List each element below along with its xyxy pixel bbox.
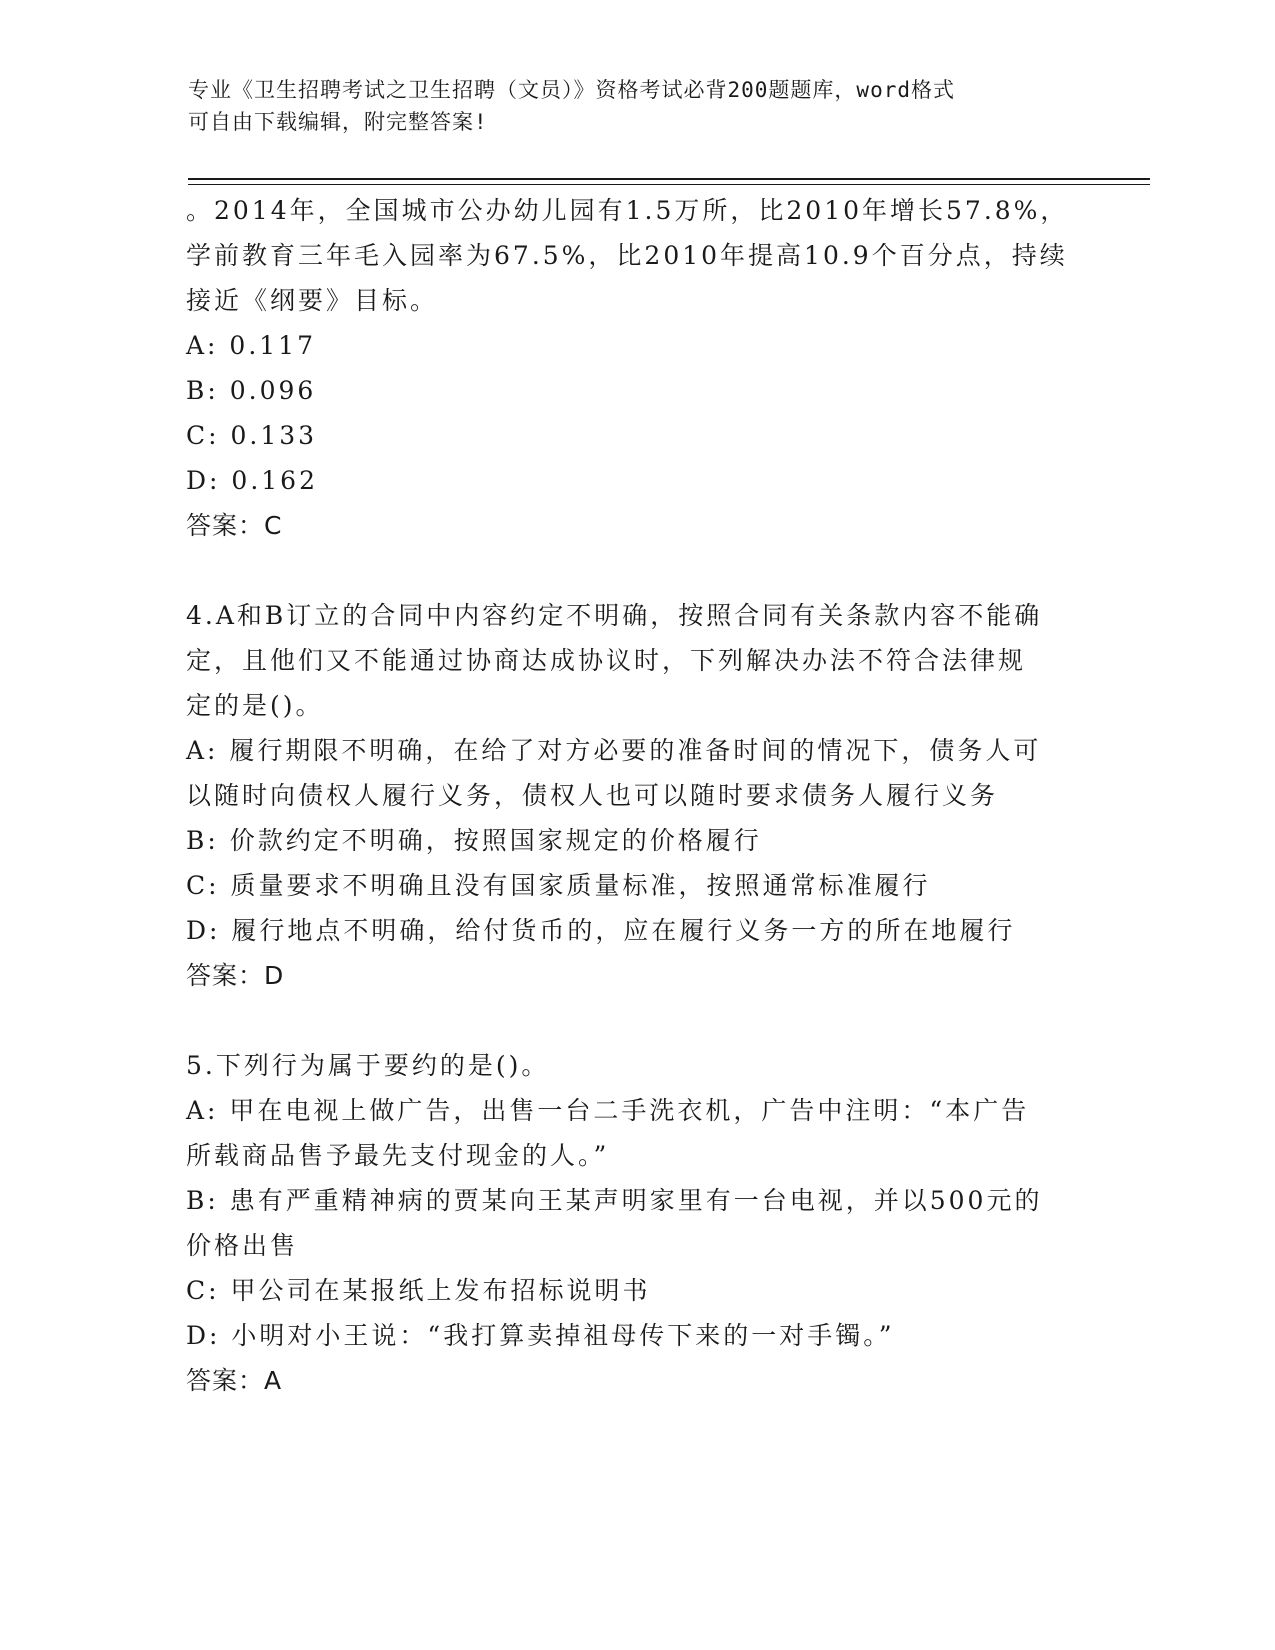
header-title-line-2: 可自由下载编辑，附完整答案! <box>188 110 488 134</box>
question-3-stem-line-2: 学前教育三年毛入园率为67.5%，比2010年提高10.9个百分点，持续 <box>186 241 1068 270</box>
question-3-answer: 答案：C <box>186 511 283 540</box>
header-divider-thin <box>188 184 1150 185</box>
question-3-stem-line-3: 接近《纲要》目标。 <box>186 286 439 315</box>
question-3-stem-line-1: 。2014年，全国城市公办幼儿园有1.5万所，比2010年增长57.8%， <box>186 196 1069 225</box>
question-5-stem-line-1: 5.下列行为属于要约的是()。 <box>186 1051 550 1080</box>
document-header <box>188 74 1068 138</box>
question-4-answer: 答案：D <box>186 961 285 990</box>
question-4-stem-line-1: 4.A和B订立的合同中内容约定不明确，按照合同有关条款内容不能确 <box>186 601 1043 630</box>
spacer <box>186 998 1086 1043</box>
question-3 <box>186 188 1086 548</box>
question-3-option-b: B: 0.096 <box>186 376 317 405</box>
question-4-option-c: C: 质量要求不明确且没有国家质量标准，按照通常标准履行 <box>186 871 931 900</box>
question-4-option-a-line-2: 以随时向债权人履行义务，债权人也可以随时要求债务人履行义务 <box>186 781 999 810</box>
question-3-option-c: C: 0.133 <box>186 421 318 450</box>
question-4-stem-line-2: 定，且他们又不能通过协商达成协议时，下列解决办法不符合法律规 <box>186 646 1027 675</box>
question-4 <box>186 593 1086 998</box>
question-5-option-a-line-1: A: 甲在电视上做广告，出售一台二手洗衣机，广告中注明：“本广告 <box>186 1096 1030 1125</box>
question-4-stem-line-3: 定的是()。 <box>186 691 324 720</box>
question-4-option-d: D: 履行地点不明确，给付货币的，应在履行义务一方的所在地履行 <box>186 916 1016 945</box>
question-3-option-d: D: 0.162 <box>186 466 318 495</box>
question-5-answer: 答案：A <box>186 1366 283 1395</box>
question-5-option-c: C: 甲公司在某报纸上发布招标说明书 <box>186 1276 651 1305</box>
question-5-option-d: D: 小明对小王说：“我打算卖掉祖母传下来的一对手镯。” <box>186 1321 895 1350</box>
header-divider-thick <box>188 178 1150 180</box>
spacer <box>186 548 1086 593</box>
question-content <box>186 188 1086 1403</box>
question-5-option-b-line-1: B: 患有严重精神病的贾某向王某声明家里有一台电视，并以500元的 <box>186 1186 1043 1215</box>
question-4-option-a-line-1: A: 履行期限不明确，在给了对方必要的准备时间的情况下，债务人可 <box>186 736 1042 765</box>
question-3-option-a: A: 0.117 <box>186 331 316 360</box>
header-title-line-1: 专业《卫生招聘考试之卫生招聘（文员）》资格考试必背200题题库，word格式 <box>188 78 955 102</box>
question-5 <box>186 1043 1086 1403</box>
question-5-option-a-line-2: 所载商品售予最先支付现金的人。” <box>186 1141 610 1170</box>
question-4-option-b: B: 价款约定不明确，按照国家规定的价格履行 <box>186 826 762 855</box>
question-5-option-b-line-2: 价格出售 <box>186 1231 299 1260</box>
